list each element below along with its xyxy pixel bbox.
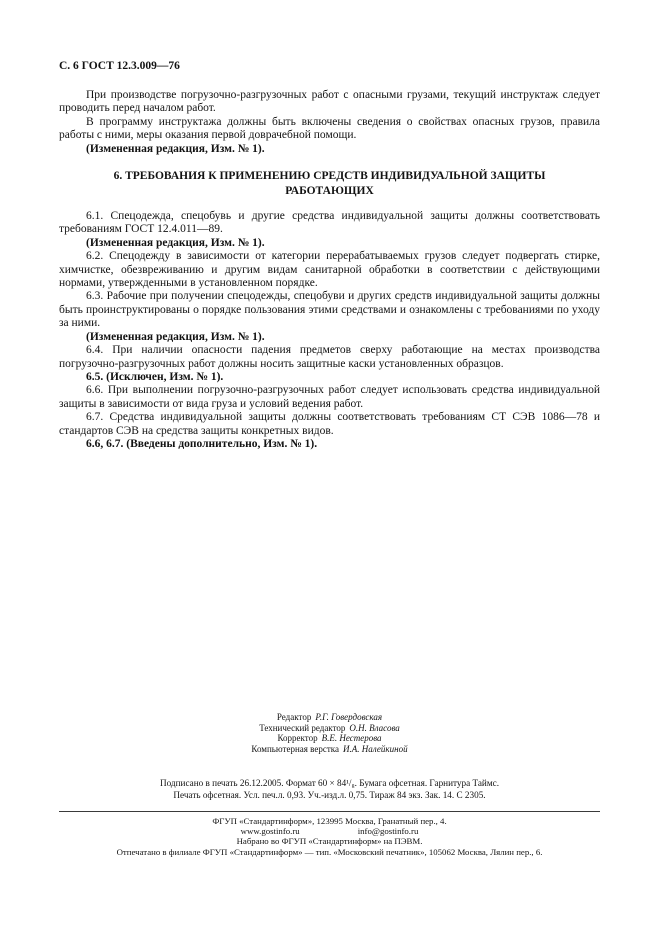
publisher-contacts — [59, 826, 600, 836]
credit-role: Корректор — [277, 733, 318, 744]
credit-role: Редактор — [276, 712, 312, 722]
clause-6-7: 6.7. Средства индивидуальной защиты должны соответствовать требованиям СТ СЭВ 1086—78 и стандартов СЭВ на средства защиты конкретных видов. — [59, 411, 600, 437]
page-header: С. 6 ГОСТ 12.3.009—76 — [59, 60, 180, 72]
page-content — [59, 60, 600, 451]
website-text: www.gostinfo.ru — [240, 825, 300, 836]
credits-block — [59, 712, 600, 754]
intro-paragraph-1: При производстве погрузочно-разгрузочных работ с опасными грузами, текущий инструктаж следует проводить перед началом работ. — [59, 89, 600, 115]
amendment-note: (Измененная редакция, Изм. № 1). — [86, 142, 265, 155]
credit-line-editor — [59, 712, 600, 723]
email-text: info@gostinfo.ru — [357, 825, 419, 836]
clause-6-1-amendment: (Измененная редакция, Изм. № 1). — [86, 236, 265, 249]
clause-6-3: 6.3. Рабочие при получении спецодежды, спецобуви и других средств индивидуальной защиты должны быть проинструктированы о порядке пользования этими средствами и ознакомлены с требованиями по уходу за ними. — [59, 290, 600, 330]
credit-line-layout — [59, 744, 600, 755]
credit-line-technical-editor — [59, 723, 600, 734]
section-heading: 6. ТРЕБОВАНИЯ К ПРИМЕНЕНИЮ СРЕДСТВ ИНДИВИДУАЛЬНОЙ ЗАЩИТЫ РАБОТАЮЩИХ — [113, 170, 546, 197]
print-info-block — [59, 778, 600, 801]
publisher-printed-note: Отпечатано в филиале ФГУП «Стандартинформ» — тип. «Московский печатник», 105062 Москва, Лялин пер., 6. — [116, 846, 543, 857]
clause-6-6: 6.6. При выполнении погрузочно-разгрузочных работ следует использовать средства индивидуальной защиты в зависимости от вида груза и условий ведения работ. — [59, 384, 600, 410]
clause-6-1: 6.1. Спецодежда, спецобувь и другие средства индивидуальной защиты должны соответствовать требованиям ГОСТ 12.4.011—89. — [59, 210, 600, 236]
credit-role: Технический редактор — [259, 722, 346, 733]
credit-name: В.Е. Нестерова — [321, 733, 382, 744]
credit-line-proofreader — [59, 733, 600, 744]
clause-6-6-6-7-amendment: 6.6, 6.7. (Введены дополнительно, Изм. № 1). — [86, 437, 318, 450]
print-info-line-1: Подписано в печать 26.12.2005. Формат 60 × 84¹/₈. Бумага офсетная. Гарнитура Таймс. — [159, 778, 500, 789]
print-info-line-2: Печать офсетная. Усл. печ.л. 0,93. Уч.-изд.л. 0,75. Тираж 84 экз. Зак. 14. С 2305. — [173, 789, 486, 800]
credit-role: Компьютерная верстка — [251, 743, 339, 754]
credit-name: И.А. Налейкиной — [343, 743, 408, 754]
credit-name: О.Н. Власова — [349, 722, 400, 733]
publisher-typeset-note: Набрано во ФГУП «Стандартинформ» на ПЭВМ. — [236, 836, 423, 847]
separator-rule — [59, 811, 600, 812]
clause-6-4: 6.4. При наличии опасности падения предметов сверху работающие на местах производства погрузочно-разгрузочных работ должны носить защитные каски установленных образцов. — [59, 344, 600, 370]
clause-6-2: 6.2. Спецодежду в зависимости от категории перерабатываемых грузов следует подвергать стирке, химчистке, обезвреживанию и другим видам санитарной обработки в соответствии с действующими нормами, утвержденными в установленном порядке. — [59, 250, 600, 290]
clause-6-5: 6.5. (Исключен, Изм. № 1). — [86, 370, 224, 383]
clause-6-3-amendment: (Измененная редакция, Изм. № 1). — [86, 330, 265, 343]
colophon — [59, 712, 600, 857]
publisher-address: ФГУП «Стандартинформ», 123995 Москва, Гранатный пер., 4. — [212, 815, 447, 826]
publisher-block — [59, 816, 600, 858]
credit-name: Р.Г. Говердовская — [315, 712, 383, 722]
intro-paragraph-2: В программу инструктажа должны быть включены сведения о свойствах опасных грузов, правила работы с ними, меры оказания первой доврачебной помощи. — [59, 115, 600, 142]
